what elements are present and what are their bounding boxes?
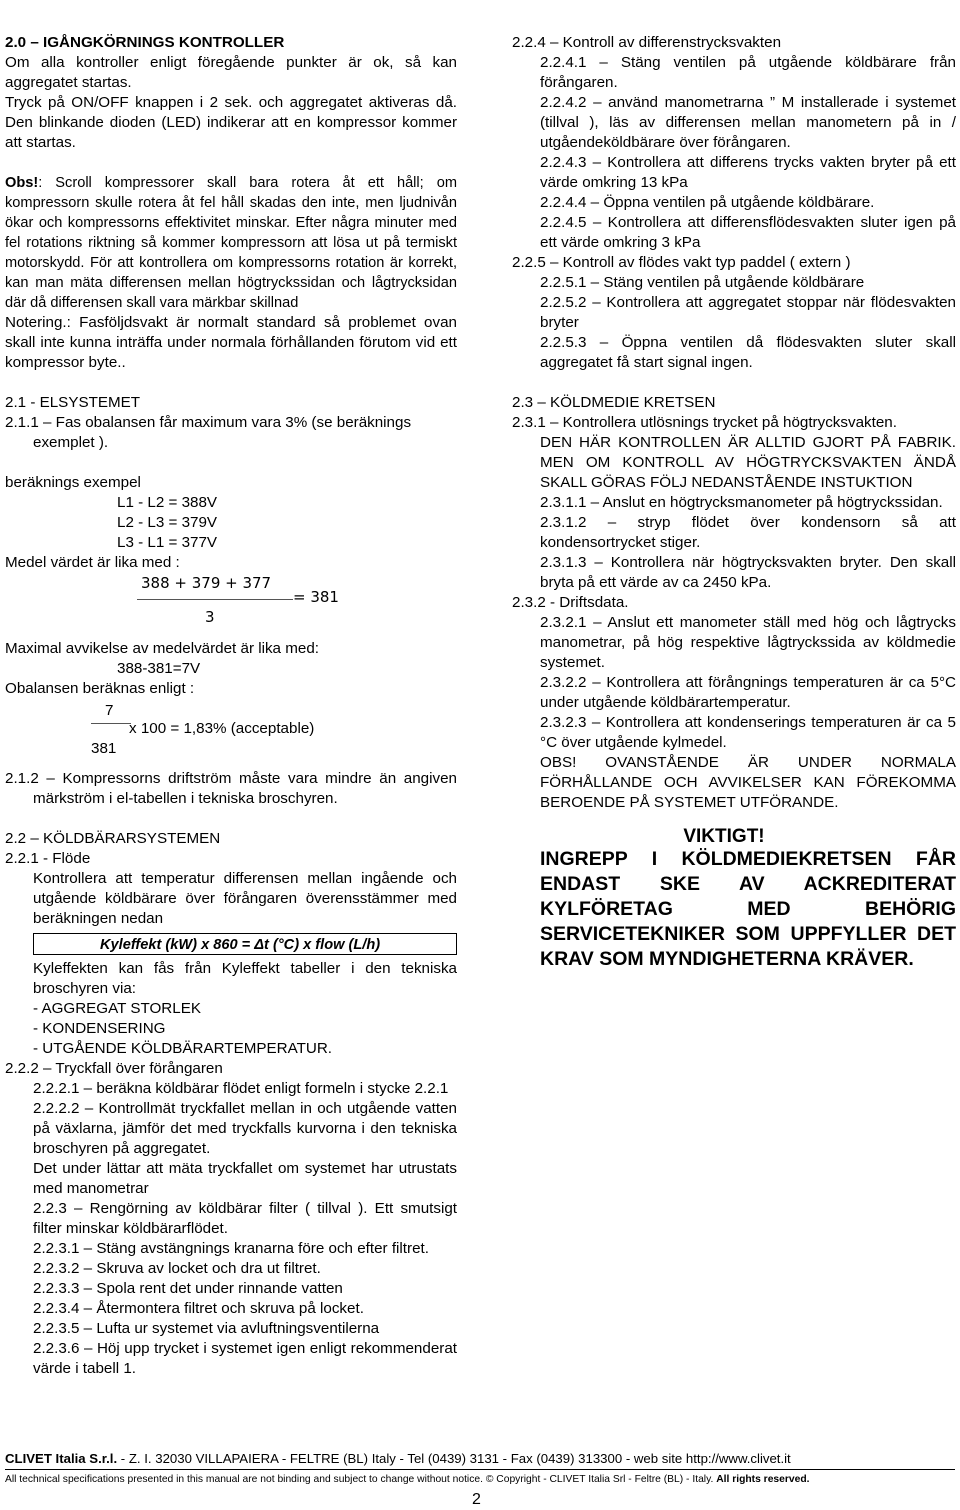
disclaimer-text: All technical specifications presented in this manual are not binding and subject to change without notice.: [5, 1474, 483, 1485]
list-item: - AGGREGAT STORLEK: [33, 1000, 201, 1017]
notering-paragraph: Notering.: Fasföljdsvakt är normalt standard så problemet ovan skall inte kunna inträffa under normala förhållanden förutom vid ett kompressor byte..: [5, 314, 457, 371]
calc-l1-l2: L1 - L2 = 388V: [117, 494, 218, 511]
mean-fraction: [5, 573, 457, 639]
list-item: - KONDENSERING: [33, 1020, 166, 1037]
section-2-2-3-3: 2.2.3.3 – Spola rent det under rinnande vatten: [33, 1280, 343, 1297]
footer-address: [5, 1449, 955, 1469]
section-2-2-1-title: 2.2.1 - Flöde: [5, 850, 91, 867]
example-title: beräknings exempel: [5, 474, 141, 491]
fraction-numerator: 388 + 379 + 377: [141, 574, 272, 592]
footer-address-text: - Z. I. 32030 VILLAPAIERA - FELTRE (BL) Italy - Tel (0439) 3131 - Fax (0439) 313300 - web site http://www.clivet.it: [117, 1451, 791, 1466]
fraction-line: [137, 599, 293, 600]
fraction-denominator: 3: [205, 608, 215, 626]
section-2-2-2-title: 2.2.2 – Tryckfall över förångaren: [5, 1060, 223, 1077]
kyleffekt-paragraph: Kyleffekten kan fås från Kyleffekt tabeller i den tekniska broschyren via:: [33, 960, 457, 997]
section-2-2-5-title: 2.2.5 – Kontroll av flödes vakt typ paddel ( extern ): [512, 254, 851, 271]
imbalance-result: x 100 = 1,83% (acceptable): [129, 720, 315, 737]
section-2-2-5-3: 2.2.5.3 – Öppna ventilen då flödesvakten sluter skall aggregatet få start signal ingen.: [540, 334, 956, 371]
rights-text: All rights reserved.: [716, 1474, 810, 1485]
section-2-2-3: 2.2.3 – Rengörning av köldbärar filter ( tillval ). Ett smutsigt filter minskar köldbärarflödet.: [33, 1200, 457, 1237]
obs-paragraph: [5, 173, 457, 313]
section-2-2-3-5: 2.2.3.5 – Lufta ur systemet via avluftningsventilerna: [33, 1320, 380, 1337]
section-2-2-5-1: 2.2.5.1 – Stäng ventilen på utgående köldbärare: [540, 274, 865, 291]
section-2-2-4-4: 2.2.4.4 – Öppna ventilen på utgående köldbärare.: [540, 194, 875, 211]
obs-caps-note: OBS! OVANSTÅENDE ÄR UNDER NORMALA FÖRHÅLLANDE OCH AVVIKELSER KAN FÖREKOMMA BEROENDE PÅ SYSTEMET UTFÖRANDE.: [540, 754, 956, 811]
section-2-1-title: 2.1 - ELSYSTEMET: [5, 394, 141, 411]
max-deviation-label: Maximal avvikelse av medelvärdet är lika med:: [5, 640, 319, 657]
obs-text: : Scroll kompressorer skall bara rotera åt ett håll; om kompressorn skulle rotera åt fel håll skadas den inte, men ljudnivån ökar och kompressorns effektivitet minskar. Efter några minuter med fel rotations riktning så kommer kompressorn att lösa ut på termiskt motorskydd. För att kontrollera om kompressorns rotation är korrekt, kan man mäta differensen mellan högtryckssidan och lågtrycksidan där då differensen skall vara märkbar skillnad: [5, 175, 457, 311]
right-column: [512, 33, 956, 972]
left-column: [5, 33, 457, 1379]
fraction-line: [91, 723, 131, 724]
fraction-result: = 381: [293, 588, 339, 606]
fraction-denominator: 381: [91, 740, 117, 757]
fraction-numerator: 7: [105, 702, 114, 719]
section-2-2-2-2: 2.2.2.2 – Kontrollmät tryckfallet mellan in och utgående vatten på växlarna, jämför det med tryckfalls kurvorna i den tekniska broschyren på aggregatet.: [33, 1100, 457, 1157]
formula-box: Kyleffekt (kW) x 860 = Δt (°C) x flow (L/h): [33, 933, 457, 955]
section-2-3-title: 2.3 – KÖLDMEDIE KRETSEN: [512, 394, 716, 411]
section-2-2-3-4: 2.2.3.4 – Återmontera filtret och skruva på locket.: [33, 1300, 364, 1317]
section-2-3-1: 2.3.1 – Kontrollera utlösnings trycket på högtrycksvakten.: [512, 414, 897, 431]
section-2-2-2-note: Det under lättar att mäta tryckfallet om systemet har utrustats med manometrar: [33, 1160, 457, 1197]
footer-disclaimer: [5, 1473, 955, 1487]
section-2-3-1-1: 2.3.1.1 – Anslut en högtrycksmanometer på högtryckssidan.: [540, 494, 943, 511]
section-2-0-title: 2.0 – IGÅNGKÖRNINGS KONTROLLER: [5, 34, 285, 51]
viktigt-heading: VIKTIGT!: [683, 826, 765, 847]
paragraph: Tryck på ON/OFF knappen i 2 sek. och aggregatet aktiveras då. Den blinkande dioden (LED) indikerar att en kompressor kommer att startas.: [5, 94, 457, 151]
section-2-2-4-title: 2.2.4 – Kontroll av differenstrycksvakten: [512, 34, 782, 51]
section-2-3-2-3: 2.3.2.3 – Kontrollera att kondenserings temperaturen är ca 5 °C över utgående kylmedel.: [540, 714, 956, 751]
section-2-2-5-2: 2.2.5.2 – Kontrollera att aggregatet stoppar när flödesvakten bryter: [540, 294, 956, 331]
section-2-2-3-6: 2.2.3.6 – Höj upp trycket i systemet igen enligt rekommenderat värde i tabell 1.: [33, 1340, 457, 1377]
section-2-2-4-3: 2.2.4.3 – Kontrollera att differens trycks vakten bryter på ett värde omkring 13 kPa: [540, 154, 956, 191]
section-2-3-1-3: 2.3.1.3 – Kontrollera när högtrycksvakten bryter. Den skall bryta på ett värde av ca 2450 kPa.: [540, 554, 956, 591]
section-2-1-2: 2.1.2 – Kompressorns driftström måste vara mindre än angiven märkström i el-tabellen i tekniska broschyren.: [5, 770, 457, 807]
section-2-3-1-caps: DEN HÄR KONTROLLEN ÄR ALLTID GJORT PÅ FABRIK. MEN OM KONTROLL AV HÖGTRYCKSVAKTEN ÄNDÅ SKALL GÖRAS FÖLJ NEDANSTÅENDE INSTUKTION: [540, 434, 956, 491]
footer-divider: [5, 1469, 955, 1470]
copyright-text: © Copyright - CLIVET Italia Srl - Feltre (BL) - Italy.: [482, 1474, 717, 1485]
section-2-2-4-1: 2.2.4.1 – Stäng ventilen på utgående köldbärare från förångaren.: [540, 54, 956, 91]
calc-l2-l3: L2 - L3 = 379V: [117, 514, 218, 531]
list-item: - UTGÅENDE KÖLDBÄRARTEMPERATUR.: [33, 1040, 333, 1057]
max-deviation-value: 388-381=7V: [117, 660, 201, 677]
section-2-3-2-2: 2.3.2.2 – Kontrollera att förångnings temperaturen är ca 5°C under utgående köldbärartemperatur.: [540, 674, 956, 711]
section-2-2-title: 2.2 – KÖLDBÄRARSYSTEMEN: [5, 830, 221, 847]
calc-l3-l1: L3 - L1 = 377V: [117, 534, 218, 551]
section-2-2-2-1: 2.2.2.1 – beräkna köldbärar flödet enligt formeln i stycke 2.2.1: [33, 1080, 449, 1097]
imbalance-fraction: [5, 699, 457, 769]
section-2-3-1-2: 2.3.1.2 – stryp flödet över kondensorn så att kondensortrycket stiger.: [540, 514, 956, 551]
warning-block: INGREPP I KÖLDMEDIEKRETSEN FÅR ENDAST SKE AV ACKREDITERAT KYLFÖRETAG MED BEHÖRIG SERVICETEKNIKER SOM UPPFYLLER DET KRAV SOM MYNDIGHETERNA KRÄVER.: [540, 848, 956, 970]
section-2-3-2-1: 2.3.2.1 – Anslut ett manometer ställ med hög och lågtrycks manometrar, på hög respektive lågtryckssida av köldmedie systemet.: [540, 614, 956, 671]
section-2-2-3-2: 2.2.3.2 – Skruva av locket och dra ut filtret.: [33, 1260, 321, 1277]
paragraph: Om alla kontroller enligt föregående punkter är ok, så kan aggregatet startas.: [5, 54, 457, 91]
section-2-2-4-5: 2.2.4.5 – Kontrollera att differensflödesvakten sluter igen på ett värde omkring 3 kPa: [540, 214, 956, 251]
obs-label: Obs!: [5, 175, 39, 191]
section-2-2-1-text: Kontrollera att temperatur differensen mellan ingående och utgående köldbärare över förångaren överensstämmer med beräkningen nedan: [33, 870, 457, 927]
page-number: 2: [472, 1491, 481, 1508]
footer-company: CLIVET Italia S.r.l.: [5, 1451, 118, 1466]
section-2-3-2-title: 2.3.2 - Driftsdata.: [512, 594, 629, 611]
medel-label: Medel värdet är lika med :: [5, 554, 180, 571]
section-2-1-1: 2.1.1 – Fas obalansen får maximum vara 3% (se beräknings exemplet ).: [5, 414, 412, 451]
section-2-2-4-2: 2.2.4.2 – använd manometrarna ” M installerade i systemet (tillval ), läs av differensen mellan manometern på in / utgåendeköldbärare över förångaren.: [540, 94, 956, 151]
section-2-2-3-1: 2.2.3.1 – Stäng avstängnings kranarna före och efter filtret.: [33, 1240, 429, 1257]
imbalance-label: Obalansen beräknas enligt :: [5, 680, 195, 697]
